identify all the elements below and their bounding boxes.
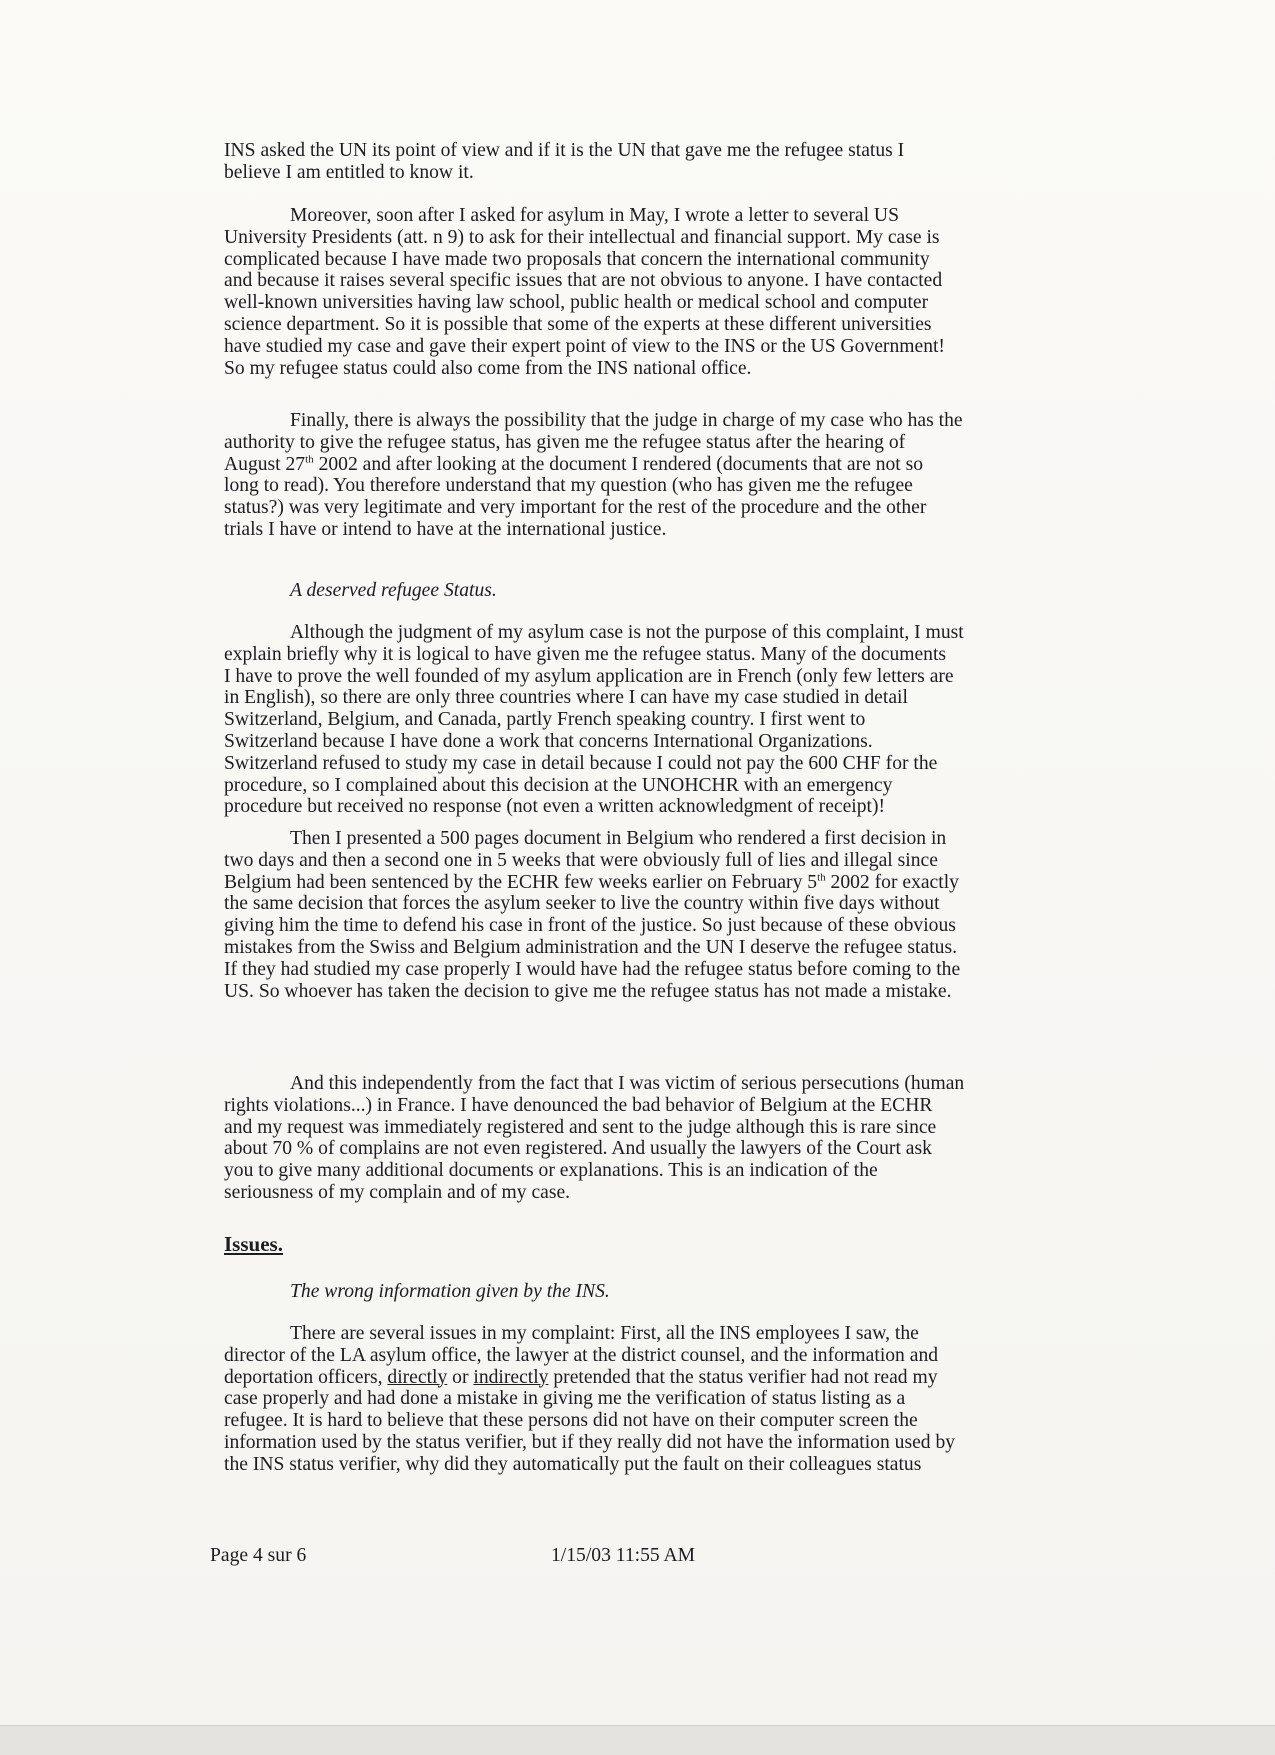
text-segment: August 27 [224,453,306,475]
text-line [224,1160,1124,1182]
text-segment: you to give many additional documents or explanations. This is an indication of the [224,1160,878,1182]
text-line [224,731,1124,753]
text-line [224,937,1124,959]
text-line [224,292,1124,314]
text-segment: explain briefly why it is logical to have given me the refugee status. Many of the documents [224,643,947,665]
text-segment: long to read). You therefore understand that my question (who has given me the refugee [224,475,913,497]
paragraph-judge-possibility [224,410,1124,541]
text-line [224,709,1124,731]
text-line [224,1281,1124,1303]
text-line [224,1454,1124,1476]
footer-page-number: Page 4 sur 6 [210,1545,307,1566]
text-line [224,1182,1124,1204]
paragraph-university-presidents [224,205,1124,379]
text-segment: authority to give the refugee status, has given me the refugee status after the hearing of [224,431,906,453]
superscript: th [817,871,826,884]
text-segment: rights violations...) in France. I have denounced the bad behavior of Belgium at the ECHR [224,1094,933,1116]
text-segment: refugee. It is hard to believe that these persons did not have on their computer screen the [224,1410,918,1432]
text-segment: Although the judgment of my asylum case is not the purpose of this complaint, I must [290,622,964,643]
text-segment: director of the LA asylum office, the lawyer at the district counsel, and the information and [224,1344,939,1366]
text-segment: Switzerland because I have done a work that concerns International Organizations. [224,730,873,752]
text-line [224,475,1124,497]
underlined-text: indirectly [473,1366,549,1388]
heading-issues [224,1234,1124,1256]
text-line [224,796,1124,818]
text-segment: So my refugee status could also come from the INS national office. [224,357,752,379]
text-line [224,666,1124,688]
text-line [224,1345,1124,1367]
text-segment: have studied my case and gave their expert point of view to the INS or the US Government! [224,335,945,357]
text-line [224,205,1124,227]
text-segment: deportation officers, [224,1366,388,1388]
text-line [224,270,1124,292]
text-segment: two days and then a second one in 5 weeks that were obviously full of lies and illegal since [224,849,938,871]
text-line [224,314,1124,336]
text-segment: giving him the time to defend his case in front of the justice. So just because of these obvious [224,915,956,937]
text-segment: status?) was very legitimate and very important for the rest of the procedure and the other [224,497,927,519]
text-line [224,1432,1124,1454]
text-segment: procedure, so I complained about this decision at the UNOHCHR with an emergency [224,774,893,796]
text-segment: US. So whoever has taken the decision to give me the refugee status has not made a mistake. [224,980,952,1002]
text-segment: A deserved refugee Status. [290,580,497,601]
text-line [224,358,1124,380]
text-segment: information used by the status verifier, but if they really did not have the information used by [224,1431,956,1453]
text-segment: Moreover, soon after I asked for asylum in May, I wrote a letter to several US [290,205,899,226]
text-segment: Finally, there is always the possibility that the judge in charge of my case who has the [290,410,963,431]
text-line [224,1095,1124,1117]
text-line [224,580,1124,602]
underlined-text: directly [387,1366,448,1388]
text-line [224,1388,1124,1410]
text-segment: complicated because I have made two proposals that concern the international community [224,248,930,270]
text-segment: mistakes from the Swiss and Belgium administration and the UN I deserve the refugee status. [224,936,957,958]
text-segment: Issues. [224,1232,283,1256]
text-line [224,227,1124,249]
text-line [224,828,1124,850]
text-segment: case properly and had done a mistake in giving me the verification of status listing as a [224,1388,906,1410]
text-line [224,140,1124,162]
footer-datetime: 1/15/03 11:55 AM [551,1545,696,1566]
text-line [224,1138,1124,1160]
paragraph-belgium [224,828,1124,1002]
text-segment: 2002 for exactly [825,871,959,893]
text-line [224,454,1124,476]
text-segment: the INS status verifier, why did they automatically put the fault on their colleagues status [224,1453,922,1475]
paragraph-asylum-judgment [224,622,1124,818]
text-segment: procedure but received no response (not even a written acknowledgment of receipt)! [224,796,886,818]
text-segment: or [447,1366,474,1388]
text-line [224,850,1124,872]
text-segment: The wrong information given by the INS. [290,1281,610,1302]
scan-bottom-edge [0,1725,1275,1755]
text-line [224,1234,1124,1256]
text-segment: 2002 and after looking at the document I rendered (documents that are not so [313,453,924,475]
text-line [224,959,1124,981]
text-segment: in English), so there are only three countries where I can have my case studied in detail [224,687,908,709]
text-line [224,249,1124,271]
text-segment: Switzerland, Belgium, and Canada, partly French speaking country. I first went to [224,709,866,731]
text-segment: Belgium had been sentenced by the ECHR few weeks earlier on February 5 [224,871,818,893]
text-segment: Switzerland refused to study my case in detail because I could not pay the 600 CHF for the [224,752,938,774]
text-segment: seriousness of my complain and of my case. [224,1181,571,1203]
text-segment: well-known universities having law school, public health or medical school and computer [224,292,929,314]
text-line [224,497,1124,519]
paragraph-echr [224,1073,1124,1204]
text-line [224,1073,1124,1095]
text-line [224,1410,1124,1432]
text-line [224,336,1124,358]
text-segment: and my request was immediately registered and sent to the judge although this is rare since [224,1116,937,1138]
paragraph-issues-complaint [224,1323,1124,1476]
text-segment: Then I presented a 500 pages document in Belgium who rendered a first decision in [290,828,947,849]
subheading-wrong-information [224,1281,1124,1303]
superscript: th [305,453,314,466]
text-line [224,644,1124,666]
text-line [224,872,1124,894]
text-segment: trials I have or intend to have at the international justice. [224,518,667,540]
text-line [224,893,1124,915]
text-segment: and because it raises several specific issues that are not obvious to anyone. I have contacted [224,270,943,292]
text-line [224,622,1124,644]
text-line [224,687,1124,709]
text-line [224,162,1124,184]
text-line [224,775,1124,797]
subheading-deserved-refugee-status [224,580,1124,602]
text-segment: INS asked the UN its point of view and if it is the UN that gave me the refugee status I [224,140,905,161]
text-line [224,519,1124,541]
text-segment: If they had studied my case properly I would have had the refugee status before coming to the [224,958,961,980]
text-segment: about 70 % of complains are not even registered. And usually the lawyers of the Court ask [224,1138,932,1160]
text-line [224,1117,1124,1139]
text-segment: University Presidents (att. n 9) to ask for their intellectual and financial support. My case is [224,226,940,248]
text-line [224,432,1124,454]
text-segment: believe I am entitled to know it. [224,161,474,183]
text-line [224,981,1124,1003]
text-line [224,1367,1124,1389]
text-line [224,753,1124,775]
text-segment: I have to prove the well founded of my asylum application are in French (only few letters are [224,665,954,687]
text-segment: pretended that the status verifier had not read my [548,1366,938,1388]
text-segment: There are several issues in my complaint: First, all the INS employees I saw, the [290,1323,919,1344]
text-segment: science department. So it is possible that some of the experts at these different universities [224,313,932,335]
text-segment: the same decision that forces the asylum seeker to live the country within five days without [224,893,940,915]
text-line [224,915,1124,937]
paragraph-un-view [224,140,1124,184]
text-segment: And this independently from the fact that I was victim of serious persecutions (human [290,1073,965,1094]
text-line [224,1323,1124,1345]
text-line [224,410,1124,432]
